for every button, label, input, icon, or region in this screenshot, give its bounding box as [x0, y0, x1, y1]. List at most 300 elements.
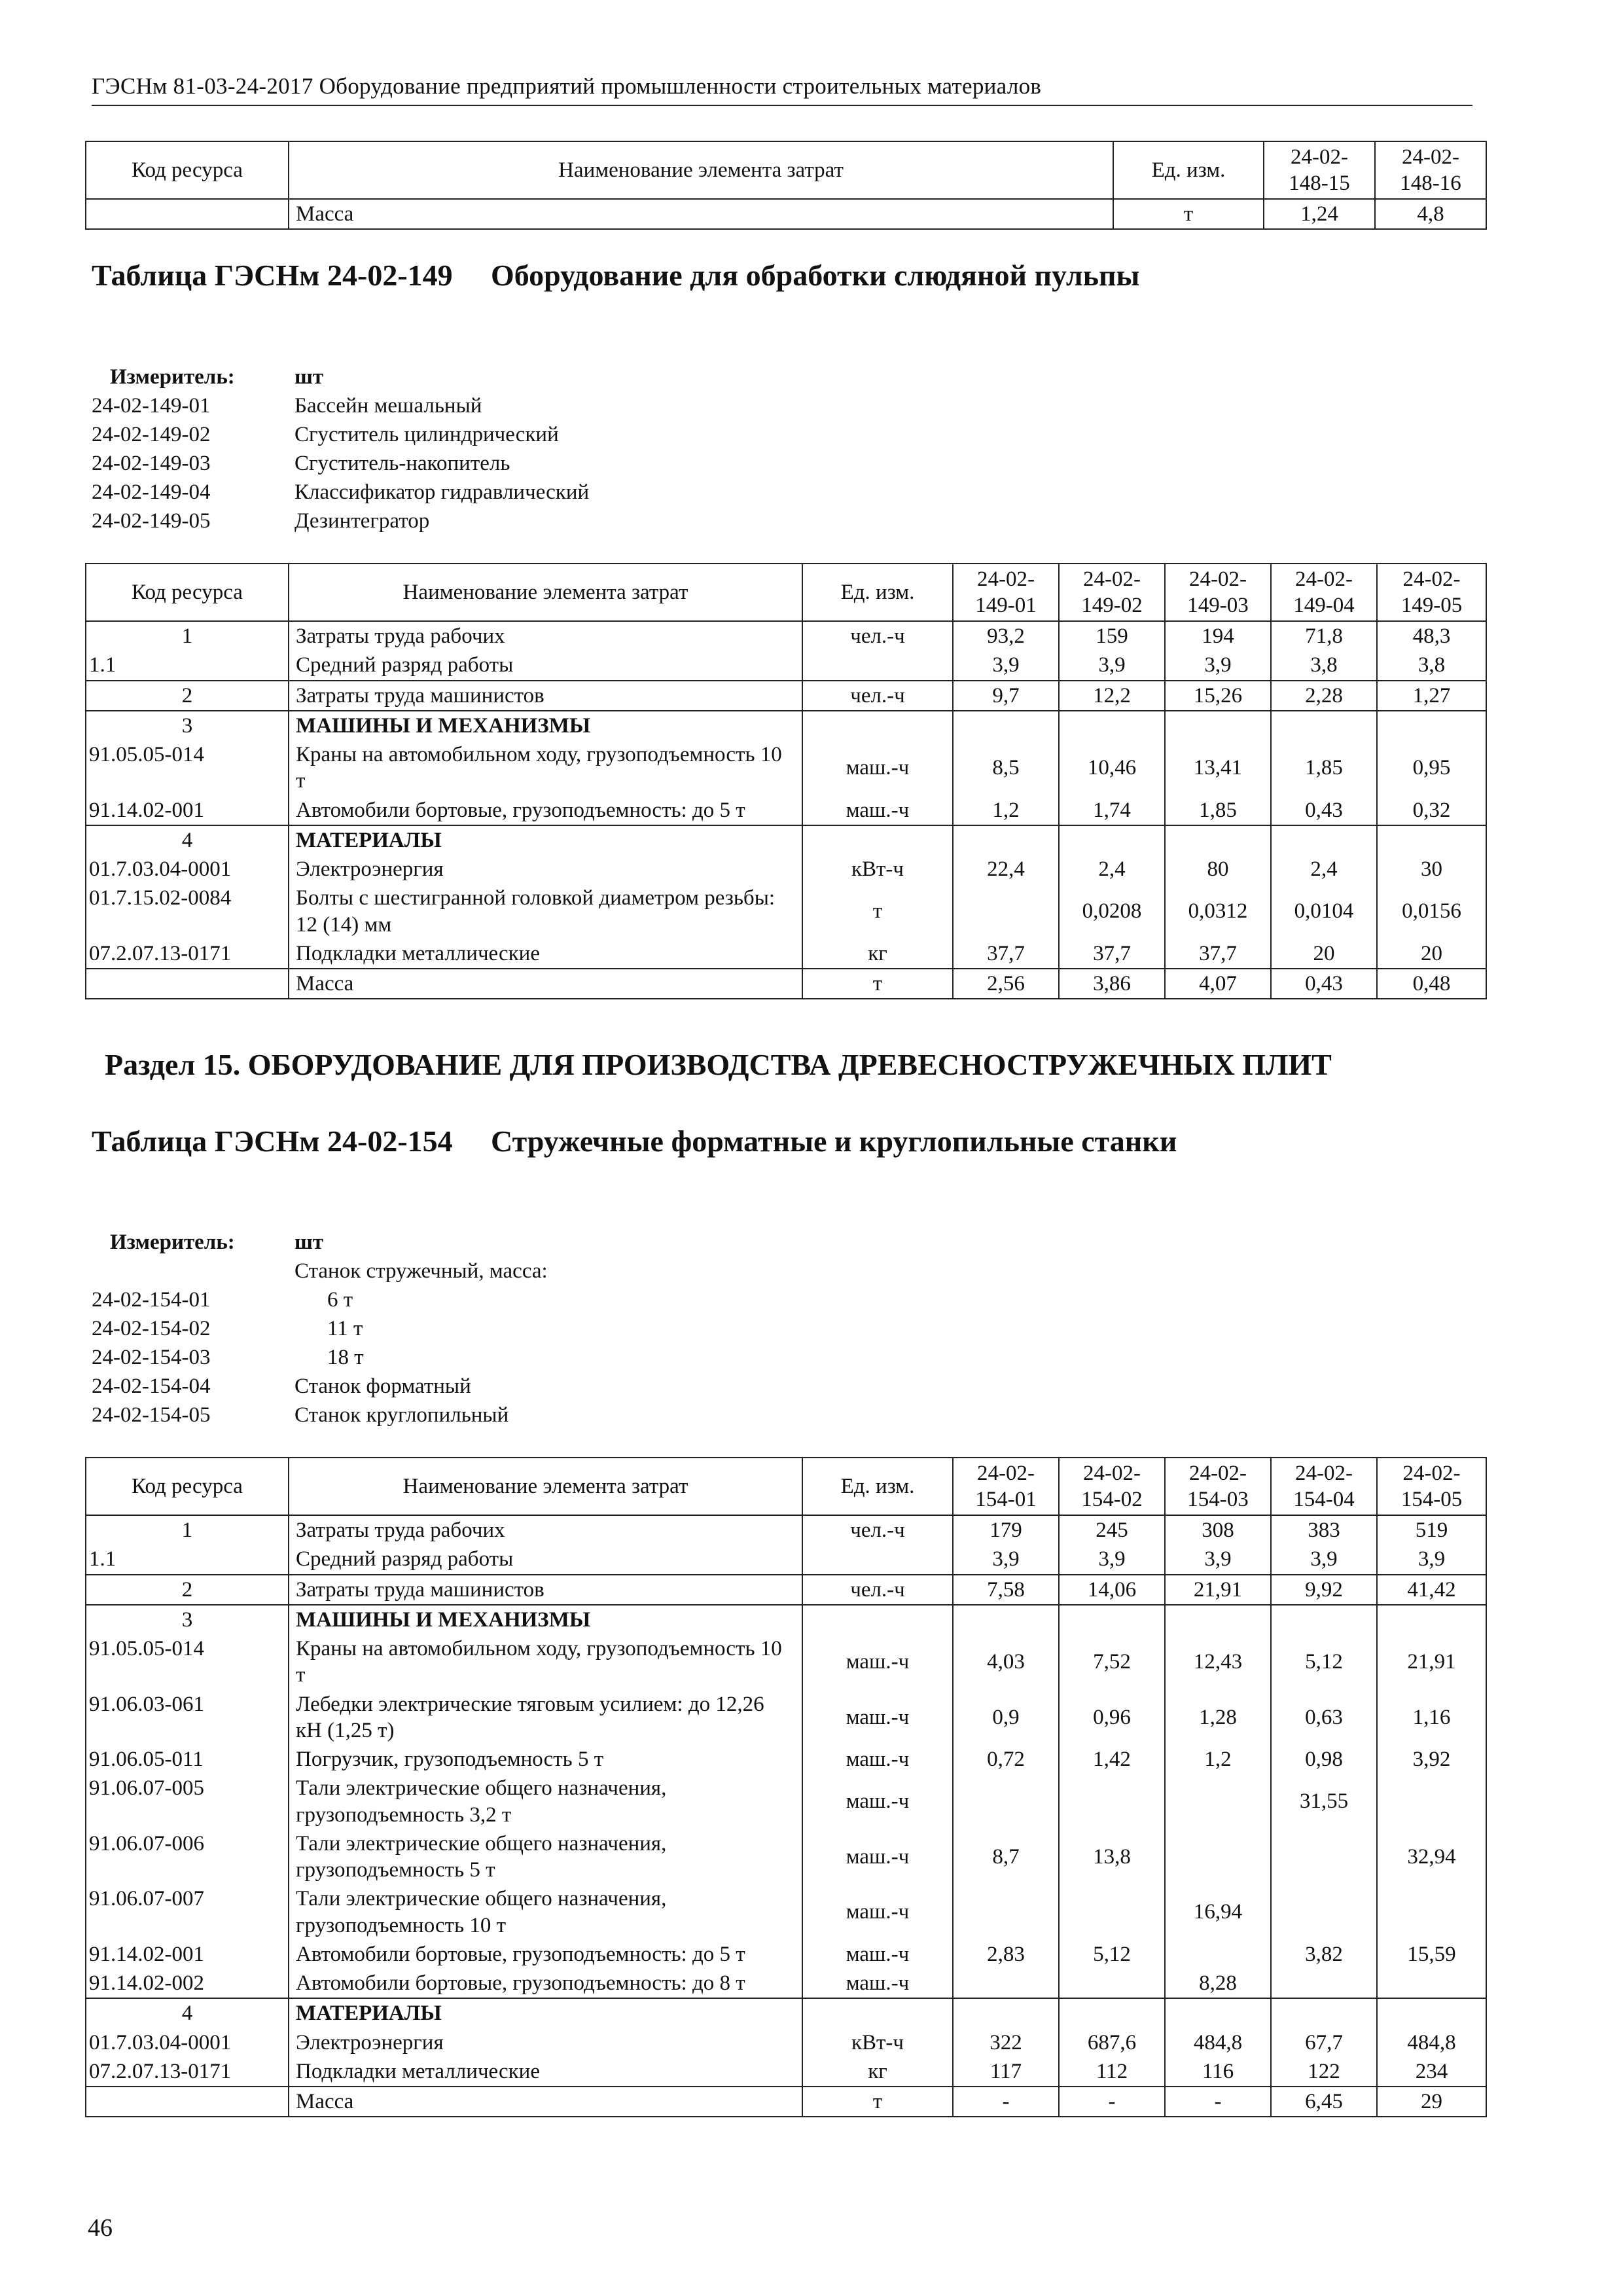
- resource-value: 484,8: [1377, 2028, 1486, 2057]
- resource-value: 16,94: [1165, 1884, 1271, 1940]
- resource-value: 37,7: [953, 939, 1059, 969]
- mass-value: -: [953, 2087, 1059, 2117]
- resource-value: 1,2: [953, 796, 1059, 825]
- meter-row: [92, 363, 812, 391]
- resource-value: 3,9: [1271, 1545, 1377, 1574]
- resource-unit: маш.-ч: [802, 796, 953, 825]
- table-154: [85, 1457, 1487, 2117]
- resource-value: 10,46: [1059, 740, 1165, 796]
- table-row: [86, 1575, 1486, 1605]
- resource-value: 0,95: [1377, 740, 1486, 796]
- resource-value: 15,59: [1377, 1940, 1486, 1969]
- resource-value: 3,9: [953, 1545, 1059, 1574]
- page-number: 46: [88, 2214, 113, 2242]
- table-154-heading: [92, 1122, 1466, 1201]
- resource-value: [1059, 1969, 1165, 1998]
- resource-value: 37,7: [1059, 939, 1165, 969]
- resource-value: 13,8: [1059, 1829, 1165, 1885]
- resource-unit: чел.-ч: [802, 1575, 953, 1605]
- table-row: [86, 2057, 1486, 2087]
- resource-value: 12,2: [1059, 681, 1165, 711]
- resource-unit: маш.-ч: [802, 740, 953, 796]
- mass-value: 1,24: [1264, 199, 1375, 229]
- meter-item-code: 24-02-154-02: [92, 1317, 211, 1340]
- mass-code-cell: [86, 969, 289, 999]
- resource-name: Средний разряд работы: [289, 651, 802, 680]
- header-col: 24-02- 149-05: [1377, 564, 1486, 621]
- table-row: [86, 825, 1486, 855]
- header-col: 24-02- 154-03: [1165, 1458, 1271, 1515]
- resource-value: 1,16: [1377, 1690, 1486, 1746]
- resource-value: [1271, 711, 1377, 740]
- table-row: [86, 1940, 1486, 1969]
- header-col: 24-02- 148-15: [1264, 141, 1375, 199]
- table-row: [86, 740, 1486, 796]
- resource-value: 0,43: [1271, 796, 1377, 825]
- mass-row: [86, 969, 1486, 999]
- resource-value: 383: [1271, 1515, 1377, 1545]
- resource-code: 3: [86, 711, 289, 740]
- resource-value: 0,63: [1271, 1690, 1377, 1746]
- meter-row: [92, 1228, 812, 1257]
- resource-value: 7,52: [1059, 1634, 1165, 1690]
- resource-value: [1377, 1605, 1486, 1634]
- resource-code: 01.7.15.02-0084: [86, 884, 289, 939]
- resource-value: 0,0104: [1271, 884, 1377, 939]
- resource-value: 41,42: [1377, 1575, 1486, 1605]
- table-149-heading: [92, 257, 1466, 335]
- resource-value: 21,91: [1377, 1634, 1486, 1690]
- resource-value: [1377, 1884, 1486, 1940]
- meter-item-code: 24-02-154-03: [92, 1346, 211, 1369]
- header-col: 24-02- 149-01: [953, 564, 1059, 621]
- table-row: [86, 1605, 1486, 1634]
- resource-unit: кВт-ч: [802, 855, 953, 884]
- resource-code: 01.7.03.04-0001: [86, 855, 289, 884]
- resource-value: 0,96: [1059, 1690, 1165, 1746]
- table-row: [86, 796, 1486, 825]
- meter-item-name: 11 т: [327, 1317, 363, 1340]
- meter-item-code: 24-02-154-01: [92, 1288, 211, 1312]
- resource-value: 15,26: [1165, 681, 1271, 711]
- resource-code: 91.06.05-011: [86, 1745, 289, 1774]
- meter-item-code: 24-02-154-04: [92, 1374, 211, 1398]
- meter-item-code: 24-02-149-04: [92, 480, 211, 504]
- resource-unit: кг: [802, 2057, 953, 2087]
- header-name: Наименование элемента затрат: [289, 1458, 802, 1515]
- meter-item-name: Дезинтегратор: [294, 509, 430, 533]
- resource-unit: маш.-ч: [802, 1884, 953, 1940]
- resource-unit: [802, 651, 953, 680]
- resource-value: 0,0312: [1165, 884, 1271, 939]
- mass-value: -: [1165, 2087, 1271, 2117]
- meter-item-name: 18 т: [327, 1346, 364, 1369]
- resource-name: Автомобили бортовые, грузоподъемность: до 5 т: [289, 796, 802, 825]
- table-row: [86, 681, 1486, 711]
- header-col: 24-02- 149-02: [1059, 564, 1165, 621]
- resource-value: 37,7: [1165, 939, 1271, 969]
- table-row: [86, 1969, 1486, 1998]
- meter-item: [92, 1285, 812, 1314]
- meter-item: [92, 1343, 812, 1372]
- resource-value: [1059, 1998, 1165, 2028]
- resource-value: 2,28: [1271, 681, 1377, 711]
- table-row: [86, 1884, 1486, 1940]
- header-code: Код ресурса: [86, 141, 289, 199]
- resource-value: 3,92: [1377, 1745, 1486, 1774]
- resource-code: 3: [86, 1605, 289, 1634]
- resource-value: [1377, 711, 1486, 740]
- resource-unit: [802, 825, 953, 855]
- header-name: Наименование элемента затрат: [289, 141, 1113, 199]
- meter-item: [92, 1401, 812, 1429]
- mass-label: Масса: [289, 969, 802, 999]
- resource-value: 2,83: [953, 1940, 1059, 1969]
- resource-value: 3,9: [1059, 1545, 1165, 1574]
- resource-unit: кг: [802, 939, 953, 969]
- mass-unit: т: [802, 969, 953, 999]
- resource-code: 1.1: [86, 651, 289, 680]
- mass-value: 4,8: [1375, 199, 1486, 229]
- resource-name: Тали электрические общего назначения, грузоподъемность 3,2 т: [289, 1774, 802, 1829]
- table-row: [86, 1515, 1486, 1545]
- table-149-number: Таблица ГЭСНм 24-02-149: [92, 259, 453, 292]
- resource-value: 7,58: [953, 1575, 1059, 1605]
- mass-value: 29: [1377, 2087, 1486, 2117]
- resource-unit: чел.-ч: [802, 621, 953, 651]
- resource-name: Подкладки металлические: [289, 939, 802, 969]
- resource-code: 2: [86, 681, 289, 711]
- meter-item-name: Станок круглопильный: [294, 1403, 509, 1427]
- resource-name: Электроэнергия: [289, 2028, 802, 2057]
- resource-value: 0,9: [953, 1690, 1059, 1746]
- meter-group-label: Станок стружечный, масса:: [294, 1259, 548, 1283]
- resource-value: 1,85: [1271, 740, 1377, 796]
- resource-value: 2,4: [1271, 855, 1377, 884]
- resource-value: 308: [1165, 1515, 1271, 1545]
- resource-name: Подкладки металлические: [289, 2057, 802, 2087]
- resource-code: 91.06.03-061: [86, 1690, 289, 1746]
- meter-item-name: Классификатор гидравлический: [294, 480, 590, 504]
- header-col: 24-02- 149-03: [1165, 564, 1271, 621]
- resource-unit: маш.-ч: [802, 1774, 953, 1829]
- header-col: 24-02- 154-04: [1271, 1458, 1377, 1515]
- resource-unit: маш.-ч: [802, 1940, 953, 1969]
- resource-value: 22,4: [953, 855, 1059, 884]
- table-row: [86, 855, 1486, 884]
- table-row: [86, 939, 1486, 969]
- resource-value: 117: [953, 2057, 1059, 2087]
- resource-name: Средний разряд работы: [289, 1545, 802, 1574]
- resource-name: МАТЕРИАЛЫ: [289, 825, 802, 855]
- mass-value: 2,56: [953, 969, 1059, 999]
- meter-item-name: 6 т: [327, 1288, 353, 1312]
- table-row: [86, 1774, 1486, 1829]
- resource-value: 4,03: [953, 1634, 1059, 1690]
- resource-code: 07.2.07.13-0171: [86, 2057, 289, 2087]
- resource-value: 159: [1059, 621, 1165, 651]
- resource-value: [953, 711, 1059, 740]
- meter-item: [92, 507, 812, 535]
- resource-value: [1377, 1774, 1486, 1829]
- resource-value: [1271, 1829, 1377, 1885]
- table-row: [86, 621, 1486, 651]
- mass-label: Масса: [289, 199, 1113, 229]
- resource-value: [1271, 1969, 1377, 1998]
- resource-value: [953, 884, 1059, 939]
- resource-value: 3,8: [1271, 651, 1377, 680]
- mass-code-cell: [86, 199, 289, 229]
- resource-name: Лебедки электрические тяговым усилием: до 12,26 кН (1,25 т): [289, 1690, 802, 1746]
- resource-value: 3,8: [1377, 651, 1486, 680]
- mass-unit: т: [1113, 199, 1264, 229]
- resource-value: 30: [1377, 855, 1486, 884]
- header-code: Код ресурса: [86, 1458, 289, 1515]
- resource-unit: маш.-ч: [802, 1634, 953, 1690]
- table-148-tail: [85, 141, 1487, 230]
- meter-item-code: 24-02-149-01: [92, 394, 211, 418]
- resource-value: [1059, 711, 1165, 740]
- meter-item-name: Сгуститель цилиндрический: [294, 423, 559, 446]
- resource-name: Тали электрические общего назначения, грузоподъемность 10 т: [289, 1884, 802, 1940]
- resource-value: [953, 1884, 1059, 1940]
- meter-item: [92, 478, 812, 507]
- resource-value: [953, 1969, 1059, 1998]
- meter-item: [92, 420, 812, 449]
- resource-value: [1165, 825, 1271, 855]
- resource-code: 01.7.03.04-0001: [86, 2028, 289, 2057]
- header-col: 24-02- 154-01: [953, 1458, 1059, 1515]
- table-row: [86, 651, 1486, 680]
- resource-value: 116: [1165, 2057, 1271, 2087]
- resource-unit: маш.-ч: [802, 1969, 953, 1998]
- meter-unit: шт: [294, 365, 324, 389]
- resource-value: 8,28: [1165, 1969, 1271, 1998]
- table-row: [86, 711, 1486, 740]
- resource-unit: чел.-ч: [802, 681, 953, 711]
- resource-value: 0,0208: [1059, 884, 1165, 939]
- resource-value: 9,7: [953, 681, 1059, 711]
- resource-value: 9,92: [1271, 1575, 1377, 1605]
- resource-code: 91.05.05-014: [86, 740, 289, 796]
- section-title: Раздел 15. ОБОРУДОВАНИЕ ДЛЯ ПРОИЗВОДСТВА ДРЕВЕСНОСТРУЖЕЧНЫХ ПЛИТ: [105, 1048, 1332, 1081]
- meter-item-code: 24-02-149-03: [92, 452, 211, 475]
- table-row: [86, 1745, 1486, 1774]
- resource-name: МАТЕРИАЛЫ: [289, 1998, 802, 2028]
- resource-code: 91.14.02-002: [86, 1969, 289, 1998]
- resource-value: [1377, 825, 1486, 855]
- resource-value: 14,06: [1059, 1575, 1165, 1605]
- resource-name: Болты с шестигранной головкой диаметром резьбы: 12 (14) мм: [289, 884, 802, 939]
- meter-item-name: Станок форматный: [294, 1374, 471, 1398]
- resource-value: 234: [1377, 2057, 1486, 2087]
- resource-value: 1,85: [1165, 796, 1271, 825]
- resource-name: Автомобили бортовые, грузоподъемность: до 5 т: [289, 1940, 802, 1969]
- resource-name: Затраты труда машинистов: [289, 681, 802, 711]
- resource-unit: маш.-ч: [802, 1829, 953, 1885]
- table-row: [86, 1634, 1486, 1690]
- resource-value: 67,7: [1271, 2028, 1377, 2057]
- header-col: 24-02- 148-16: [1375, 141, 1486, 199]
- resource-value: [953, 1605, 1059, 1634]
- resource-value: 194: [1165, 621, 1271, 651]
- meter-label: Измеритель:: [110, 1230, 235, 1254]
- table-154-meter: [92, 1228, 812, 1429]
- resource-value: [953, 1774, 1059, 1829]
- resource-name: Затраты труда машинистов: [289, 1575, 802, 1605]
- meter-group-row: [92, 1257, 812, 1285]
- resource-code: 91.06.07-005: [86, 1774, 289, 1829]
- resource-name: Затраты труда рабочих: [289, 621, 802, 651]
- header-col: 24-02- 154-02: [1059, 1458, 1165, 1515]
- resource-value: 3,82: [1271, 1940, 1377, 1969]
- meter-label: Измеритель:: [110, 365, 235, 389]
- header-col: 24-02- 149-04: [1271, 564, 1377, 621]
- resource-code: 91.05.05-014: [86, 1634, 289, 1690]
- meter-item-name: Бассейн мешальный: [294, 394, 482, 418]
- resource-code: 4: [86, 825, 289, 855]
- resource-value: 3,9: [1377, 1545, 1486, 1574]
- resource-value: 322: [953, 2028, 1059, 2057]
- resource-name: Автомобили бортовые, грузоподъемность: до 8 т: [289, 1969, 802, 1998]
- header-code: Код ресурса: [86, 564, 289, 621]
- resource-value: 245: [1059, 1515, 1165, 1545]
- resource-value: [1377, 1969, 1486, 1998]
- resource-value: [1165, 1940, 1271, 1969]
- resource-value: 8,7: [953, 1829, 1059, 1885]
- resource-value: 5,12: [1059, 1940, 1165, 1969]
- table-154-number: Таблица ГЭСНм 24-02-154: [92, 1124, 453, 1158]
- resource-value: 2,4: [1059, 855, 1165, 884]
- resource-name: МАШИНЫ И МЕХАНИЗМЫ: [289, 1605, 802, 1634]
- resource-value: 31,55: [1271, 1774, 1377, 1829]
- resource-code: 91.06.07-006: [86, 1829, 289, 1885]
- resource-value: 21,91: [1165, 1575, 1271, 1605]
- resource-value: 519: [1377, 1515, 1486, 1545]
- mass-value: 3,86: [1059, 969, 1165, 999]
- resource-value: 0,0156: [1377, 884, 1486, 939]
- header-unit: Ед. изм.: [802, 1458, 953, 1515]
- resource-code: 1.1: [86, 1545, 289, 1574]
- meter-unit: шт: [294, 1230, 324, 1254]
- resource-value: 0,32: [1377, 796, 1486, 825]
- meter-item-code: 24-02-154-05: [92, 1403, 211, 1427]
- resource-value: 179: [953, 1515, 1059, 1545]
- meter-item-code: 24-02-149-05: [92, 509, 211, 533]
- table-154-title: Стружечные форматные и круглопильные станки: [491, 1124, 1177, 1158]
- header-unit: Ед. изм.: [802, 564, 953, 621]
- resource-unit: [802, 711, 953, 740]
- resource-value: [1059, 1774, 1165, 1829]
- mass-value: -: [1059, 2087, 1165, 2117]
- mass-value: 0,43: [1271, 969, 1377, 999]
- resource-value: [953, 825, 1059, 855]
- resource-value: 3,9: [1165, 651, 1271, 680]
- resource-value: [1165, 1998, 1271, 2028]
- resource-value: 1,42: [1059, 1745, 1165, 1774]
- resource-name: Погрузчик, грузоподъемность 5 т: [289, 1745, 802, 1774]
- resource-value: [1059, 1884, 1165, 1940]
- resource-unit: кВт-ч: [802, 2028, 953, 2057]
- resource-value: 3,9: [1165, 1545, 1271, 1574]
- resource-value: [1165, 1829, 1271, 1885]
- resource-value: 8,5: [953, 740, 1059, 796]
- resource-value: 0,98: [1271, 1745, 1377, 1774]
- resource-value: 1,27: [1377, 681, 1486, 711]
- resource-value: 112: [1059, 2057, 1165, 2087]
- resource-value: 71,8: [1271, 621, 1377, 651]
- resource-value: 0,72: [953, 1745, 1059, 1774]
- table-149-title: Оборудование для обработки слюдяной пульпы: [491, 259, 1140, 292]
- meter-item: [92, 449, 812, 478]
- resource-value: 93,2: [953, 621, 1059, 651]
- resource-unit: маш.-ч: [802, 1690, 953, 1746]
- mass-value: 6,45: [1271, 2087, 1377, 2117]
- resource-value: [1059, 1605, 1165, 1634]
- resource-value: [1271, 1605, 1377, 1634]
- running-header: ГЭСНм 81-03-24-2017 Оборудование предприятий промышленности строительных материалов: [92, 73, 1472, 106]
- meter-item-code: 24-02-149-02: [92, 423, 211, 446]
- mass-row: [86, 2087, 1486, 2117]
- resource-unit: [802, 1998, 953, 2028]
- mass-code-cell: [86, 2087, 289, 2117]
- table-row: [86, 1998, 1486, 2028]
- resource-value: 5,12: [1271, 1634, 1377, 1690]
- resource-value: 1,2: [1165, 1745, 1271, 1774]
- resource-code: 2: [86, 1575, 289, 1605]
- resource-name: Затраты труда рабочих: [289, 1515, 802, 1545]
- resource-code: 91.14.02-001: [86, 796, 289, 825]
- resource-value: [1165, 1605, 1271, 1634]
- table-row: [86, 1545, 1486, 1574]
- resource-value: [1271, 1998, 1377, 2028]
- resource-unit: чел.-ч: [802, 1515, 953, 1545]
- table-149-meter: [92, 363, 812, 535]
- resource-value: 1,74: [1059, 796, 1165, 825]
- header-name: Наименование элемента затрат: [289, 564, 802, 621]
- mass-value: 0,48: [1377, 969, 1486, 999]
- table-row: [86, 2028, 1486, 2057]
- resource-value: 1,28: [1165, 1690, 1271, 1746]
- header-unit: Ед. изм.: [1113, 141, 1264, 199]
- meter-item: [92, 1372, 812, 1401]
- resource-code: 07.2.07.13-0171: [86, 939, 289, 969]
- resource-value: 13,41: [1165, 740, 1271, 796]
- resource-unit: [802, 1545, 953, 1574]
- resource-code: 91.06.07-007: [86, 1884, 289, 1940]
- resource-value: 20: [1271, 939, 1377, 969]
- resource-code: 91.14.02-001: [86, 1940, 289, 1969]
- mass-label: Масса: [289, 2087, 802, 2117]
- resource-code: 1: [86, 1515, 289, 1545]
- resource-name: Краны на автомобильном ходу, грузоподъемность 10 т: [289, 740, 802, 796]
- resource-value: [1271, 1884, 1377, 1940]
- resource-unit: [802, 1605, 953, 1634]
- resource-value: [1377, 1998, 1486, 2028]
- table-row: [86, 1690, 1486, 1746]
- meter-item: [92, 391, 812, 420]
- resource-value: 3,9: [1059, 651, 1165, 680]
- resource-code: 1: [86, 621, 289, 651]
- mass-unit: т: [802, 2087, 953, 2117]
- resource-value: [1059, 825, 1165, 855]
- resource-value: 20: [1377, 939, 1486, 969]
- resource-value: 3,9: [953, 651, 1059, 680]
- mass-value: 4,07: [1165, 969, 1271, 999]
- table-row: [86, 884, 1486, 939]
- meter-item-name: Сгуститель-накопитель: [294, 452, 510, 475]
- resource-value: 687,6: [1059, 2028, 1165, 2057]
